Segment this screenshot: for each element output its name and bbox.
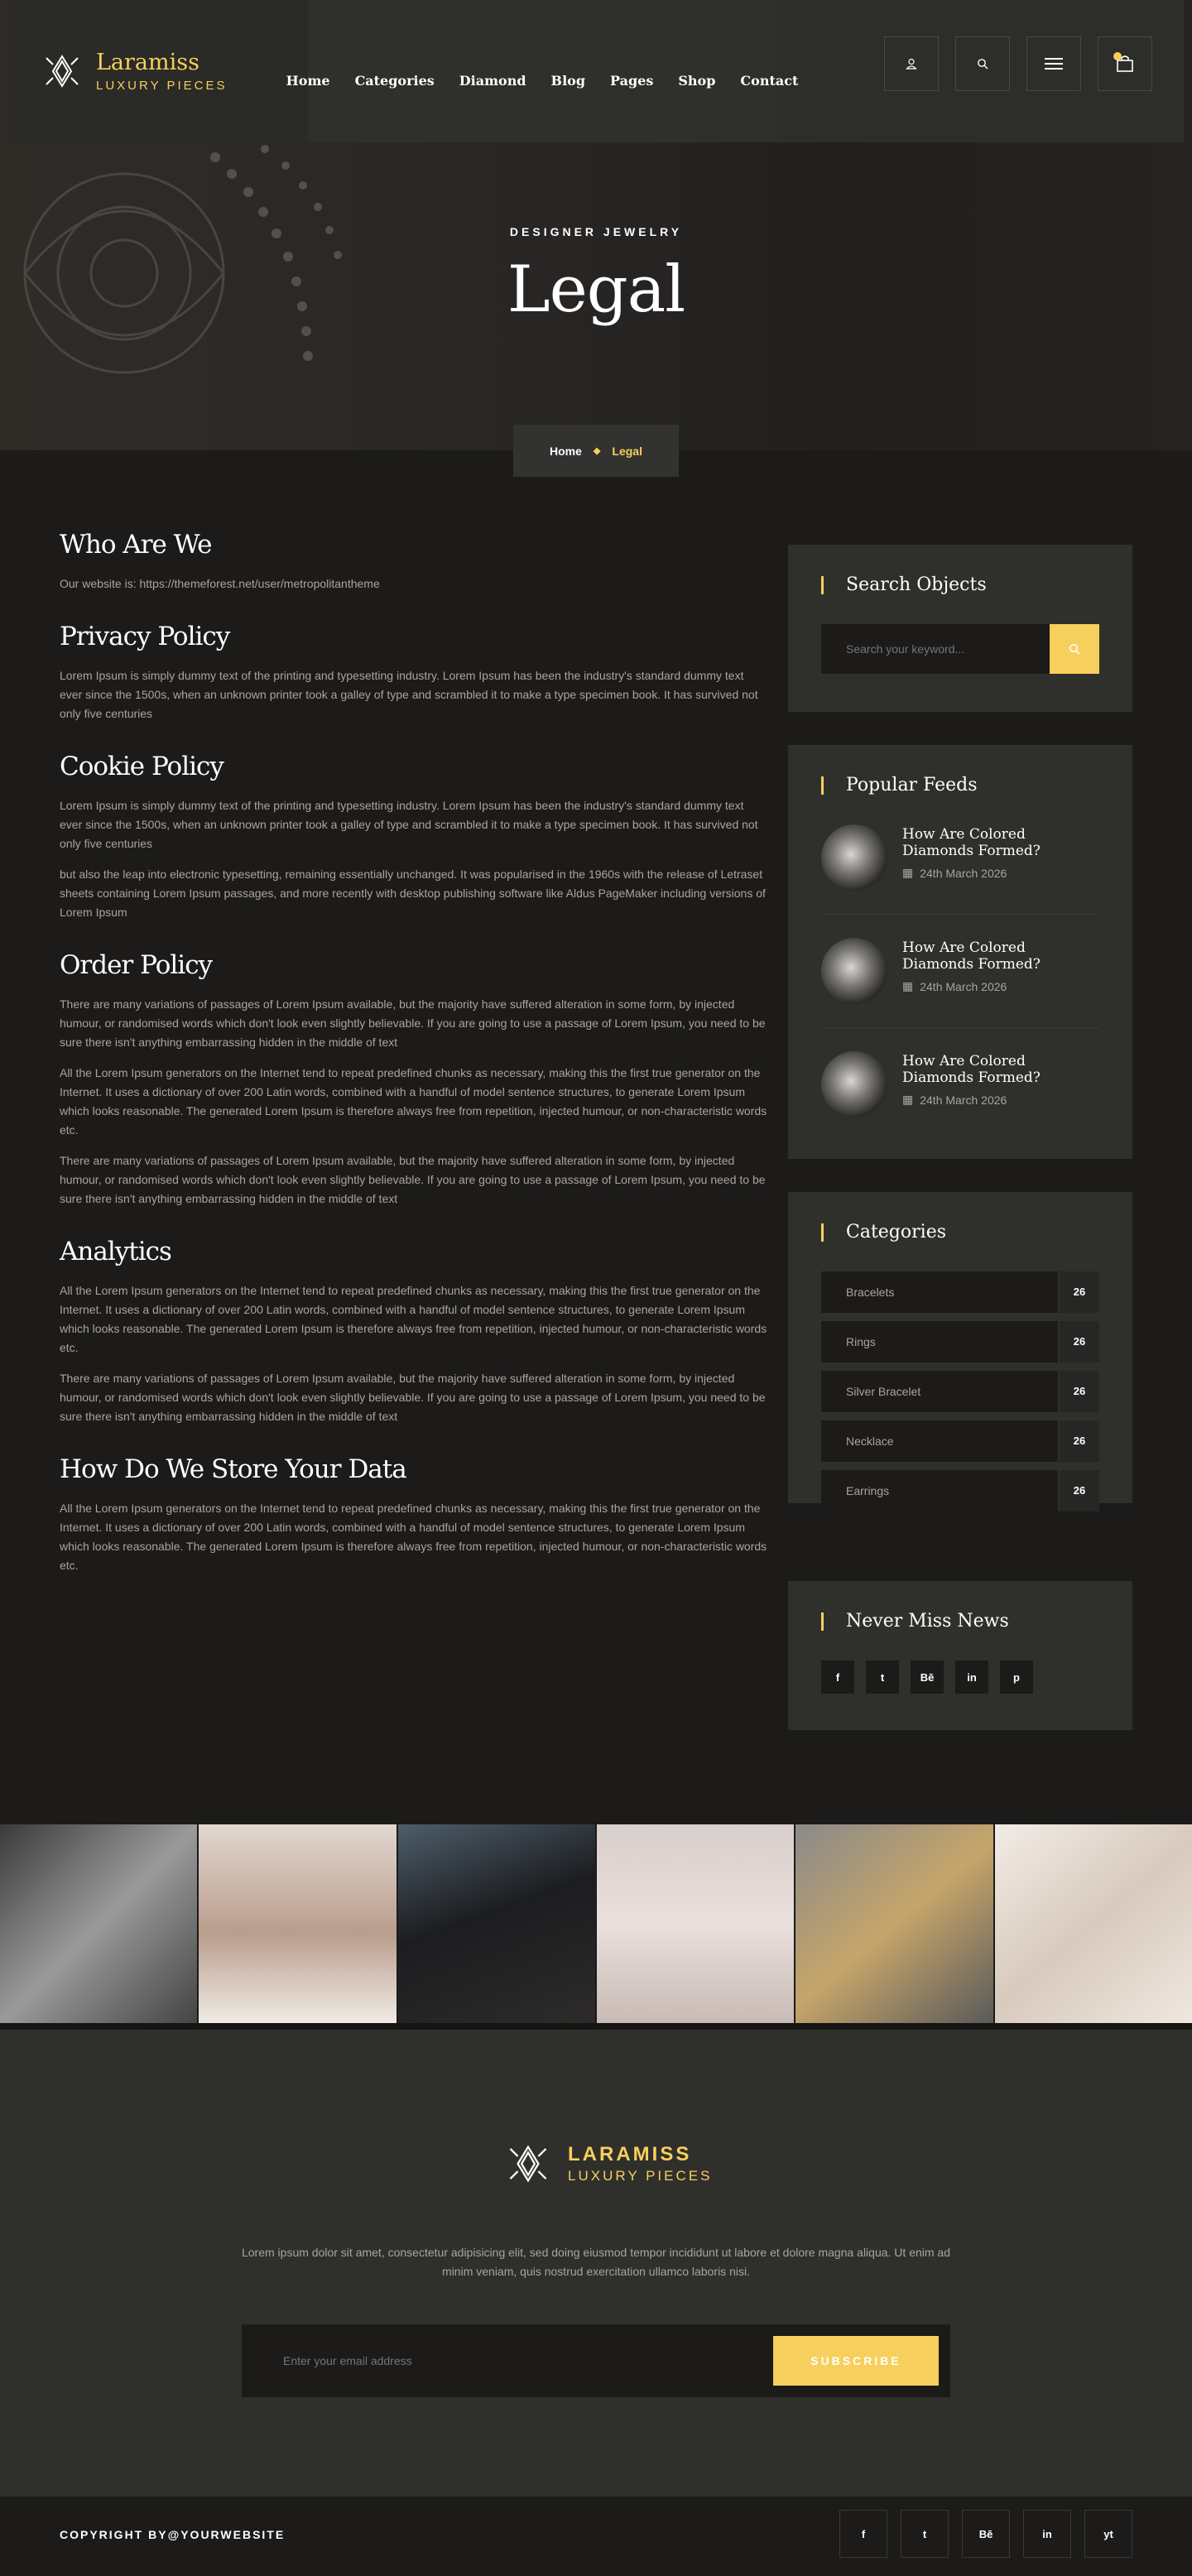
copyright-bar (0, 2497, 1192, 2576)
footer-social-links (839, 2510, 1132, 2558)
section-title: Cookie Policy (60, 752, 223, 781)
search-input[interactable] (821, 624, 1050, 674)
footer-brand-tagline: LUXURY PIECES (568, 2168, 713, 2184)
diamond-logo-icon (507, 2137, 550, 2190)
linkedin-icon[interactable]: in (955, 1660, 988, 1694)
site-footer (0, 2030, 1192, 2497)
feed-thumbnail (821, 1051, 887, 1117)
brand-tagline: LUXURY PIECES (96, 78, 228, 93)
breadcrumb-home[interactable]: Home (550, 444, 582, 458)
category-count: 26 (1058, 1371, 1099, 1412)
behance-icon[interactable]: Bē (911, 1660, 944, 1694)
section-paragraph: There are many variations of passages of Lorem Ipsum available, but the majority have suffered alteration in some form, by injected humour, or randomised words which don't look even slightly believable. If you are going to use a passage of Lorem Ipsum, you need to be sure there isn't anything embarrassing hidden in the middle of text (60, 1372, 766, 1423)
facebook-icon[interactable]: f (821, 1660, 854, 1694)
user-icon (906, 58, 917, 70)
section-paragraph: Our website is: https://themeforest.net/user/metropolitantheme (60, 577, 380, 590)
section-order-policy (60, 950, 768, 1209)
twitter-icon[interactable]: t (901, 2510, 949, 2558)
feed-date (902, 866, 1099, 880)
section-paragraph: All the Lorem Ipsum generators on the Internet tend to repeat predefined chunks as necessary, making this the first true generator on the Internet. It uses a dictionary of over 200 Latin words, combined with a handful of model sentence structures, to generate Lorem Ipsum which looks reasonable. The generated Lorem Ipsum is therefore always free from repetition, injected humour, or non-characteristic words etc. (60, 1502, 767, 1572)
legal-content (60, 530, 768, 1603)
search-form (821, 624, 1099, 674)
page-title: Legal (507, 252, 685, 327)
widget-title: Search Objects (821, 576, 1099, 594)
category-name: Necklace (846, 1435, 894, 1448)
calendar-icon: ▦ (902, 979, 914, 992)
gallery-image-hands-ring[interactable] (0, 1824, 199, 2023)
breadcrumb (513, 425, 679, 477)
copyright-text: COPYRIGHT BY@YOURWEBSITE (60, 2528, 286, 2541)
category-name: Rings (846, 1335, 876, 1348)
nav-shop[interactable]: Shop (678, 72, 716, 89)
category-name: Bracelets (846, 1286, 895, 1299)
section-paragraph: but also the leap into electronic typesetting, remaining essentially unchanged. It was popularised in the 1960s with the release of Letraset sheets containing Lorem Ipsum passages, and more recently with desktop publishing software like Aldus PageMaker including versions of Lorem Ipsum (60, 867, 766, 919)
nav-blog[interactable]: Blog (550, 72, 586, 89)
category-count: 26 (1058, 1420, 1099, 1462)
category-item[interactable] (821, 1371, 1099, 1412)
feed-date-text: 24th March 2026 (920, 866, 1007, 880)
footer-brand-name: LARAMISS (568, 2143, 692, 2165)
menu-icon (1045, 57, 1063, 70)
social-links (821, 1660, 1099, 1694)
categories-widget (788, 1192, 1132, 1503)
user-button[interactable] (884, 36, 939, 91)
section-who-are-we (60, 530, 768, 594)
feed-date-text: 24th March 2026 (920, 979, 1007, 993)
category-item[interactable] (821, 1271, 1099, 1313)
feed-item[interactable] (821, 1051, 1099, 1117)
feed-item[interactable] (821, 938, 1099, 1028)
feed-thumbnail (821, 938, 887, 1004)
calendar-icon: ▦ (902, 1093, 914, 1106)
pinterest-icon[interactable]: p (1000, 1660, 1033, 1694)
section-paragraph: All the Lorem Ipsum generators on the Internet tend to repeat predefined chunks as necessary, making this the first true generator on the Internet. It uses a dictionary of over 200 Latin words, combined with a handful of model sentence structures, to generate Lorem Ipsum which looks reasonable. The generated Lorem Ipsum is therefore always free from repetition, injected humour, or non-characteristic words etc. (60, 1284, 767, 1354)
gallery-image-display[interactable] (398, 1824, 597, 2023)
header-icons (884, 36, 1152, 91)
category-name: Silver Bracelet (846, 1385, 921, 1398)
section-paragraph: Lorem Ipsum is simply dummy text of the printing and typesetting industry. Lorem Ipsum has been the industry's standard dummy text ever since the 1500s, when an unknown printer took a galley of type and scrambled it to make a type specimen book. It has survived not only five centuries (60, 799, 758, 850)
cart-badge (1113, 52, 1122, 60)
calendar-icon: ▦ (902, 866, 914, 879)
widget-title: Popular Feeds (821, 776, 1099, 795)
facebook-icon[interactable]: f (839, 2510, 887, 2558)
section-title: How Do We Store Your Data (60, 1454, 406, 1484)
feed-date (902, 979, 1099, 993)
email-input[interactable] (283, 2354, 773, 2367)
hero-subtitle: DESIGNER JEWELRY (509, 225, 683, 238)
gallery-image-shopping[interactable] (995, 1824, 1192, 2023)
menu-button[interactable] (1026, 36, 1081, 91)
subscribe-button[interactable]: SUBSCRIBE (773, 2336, 939, 2386)
gallery-image-gold-ring[interactable] (795, 1824, 994, 2023)
section-title: Analytics (60, 1237, 171, 1266)
behance-icon[interactable]: Bē (962, 2510, 1010, 2558)
category-item[interactable] (821, 1420, 1099, 1462)
section-store-data (60, 1454, 768, 1575)
section-title: Privacy Policy (60, 622, 230, 651)
section-cookie-policy (60, 752, 768, 922)
search-icon (977, 58, 988, 70)
divider (0, 2023, 1192, 2030)
feed-title[interactable]: How Are Colored Diamonds Formed? (902, 1053, 1041, 1086)
section-title: Order Policy (60, 950, 213, 980)
gallery-image-palms[interactable] (597, 1824, 795, 2023)
feed-date-text: 24th March 2026 (920, 1093, 1007, 1107)
feed-date (902, 1093, 1099, 1107)
search-icon (1069, 643, 1080, 655)
diamond-separator-icon: ◆ (593, 446, 601, 456)
site-header (0, 0, 1192, 142)
section-privacy-policy (60, 622, 768, 723)
section-title: Who Are We (60, 530, 212, 560)
gallery-image-necklace[interactable] (199, 1824, 397, 2023)
search-button[interactable] (955, 36, 1010, 91)
feed-thumbnail (821, 824, 887, 891)
category-item[interactable] (821, 1321, 1099, 1362)
footer-description: Lorem ipsum dolor sit amet, consectetur adipisicing elit, sed doing eiusmod tempor incididunt ut labore et dolore magna aliqua. Ut enim ad minim veniam, quis nostrud exercitation ullamco laboris nisi. (241, 2246, 951, 2278)
category-count: 26 (1058, 1321, 1099, 1362)
category-count: 26 (1058, 1470, 1099, 1511)
diamond-logo-icon (43, 50, 81, 93)
footer-logo[interactable] (507, 2137, 712, 2190)
section-paragraph: There are many variations of passages of Lorem Ipsum available, but the majority have suffered alteration in some form, by injected humour, or randomised words which don't look even slightly believable. If you are going to use a passage of Lorem Ipsum, you need to be sure there isn't anything embarrassing hidden in the middle of text (60, 1154, 766, 1205)
brand-name: Laramiss (96, 49, 199, 75)
youtube-icon[interactable]: yt (1084, 2510, 1132, 2558)
section-analytics (60, 1237, 768, 1426)
widget-title: Categories (821, 1223, 1099, 1242)
linkedin-icon[interactable]: in (1023, 2510, 1071, 2558)
category-name: Earrings (846, 1484, 890, 1497)
search-widget (788, 545, 1132, 712)
nav-home[interactable]: Home (286, 72, 330, 89)
category-count: 26 (1058, 1271, 1099, 1313)
feed-item[interactable] (821, 824, 1099, 915)
breadcrumb-current: Legal (612, 444, 642, 458)
feed-title[interactable]: How Are Colored Diamonds Formed? (902, 940, 1041, 973)
section-paragraph: Lorem Ipsum is simply dummy text of the printing and typesetting industry. Lorem Ipsum has been the industry's standard dummy text ever since the 1500s, when an unknown printer took a galley of type and scrambled it to make a type specimen book. It has survived not only five centuries (60, 669, 758, 720)
search-submit-button[interactable] (1050, 624, 1099, 674)
newsletter-widget (788, 1581, 1132, 1730)
instagram-gallery (0, 1824, 1192, 2023)
popular-feeds-widget (788, 745, 1132, 1159)
main-nav (286, 0, 799, 142)
nav-categories[interactable]: Categories (354, 72, 435, 89)
widget-title: Never Miss News (821, 1612, 1099, 1631)
twitter-icon[interactable]: t (866, 1660, 899, 1694)
section-paragraph: All the Lorem Ipsum generators on the Internet tend to repeat predefined chunks as necessary, making this the first true generator on the Internet. It uses a dictionary of over 200 Latin words, combined with a handful of model sentence structures, to generate Lorem Ipsum which looks reasonable. The generated Lorem Ipsum is therefore always free from repetition, injected humour, or non-characteristic words etc. (60, 1066, 767, 1137)
newsletter-form (242, 2324, 950, 2397)
category-item[interactable] (821, 1470, 1099, 1511)
nav-diamond[interactable]: Diamond (459, 72, 526, 89)
section-paragraph: There are many variations of passages of Lorem Ipsum available, but the majority have suffered alteration in some form, by injected humour, or randomised words which don't look even slightly believable. If you are going to use a passage of Lorem Ipsum, you need to be sure there isn't anything embarrassing hidden in the middle of text (60, 997, 766, 1049)
logo[interactable] (8, 0, 308, 142)
feed-title[interactable]: How Are Colored Diamonds Formed? (902, 826, 1041, 859)
nav-contact[interactable]: Contact (740, 72, 799, 89)
nav-pages[interactable]: Pages (610, 72, 654, 89)
cart-button[interactable] (1098, 36, 1152, 91)
